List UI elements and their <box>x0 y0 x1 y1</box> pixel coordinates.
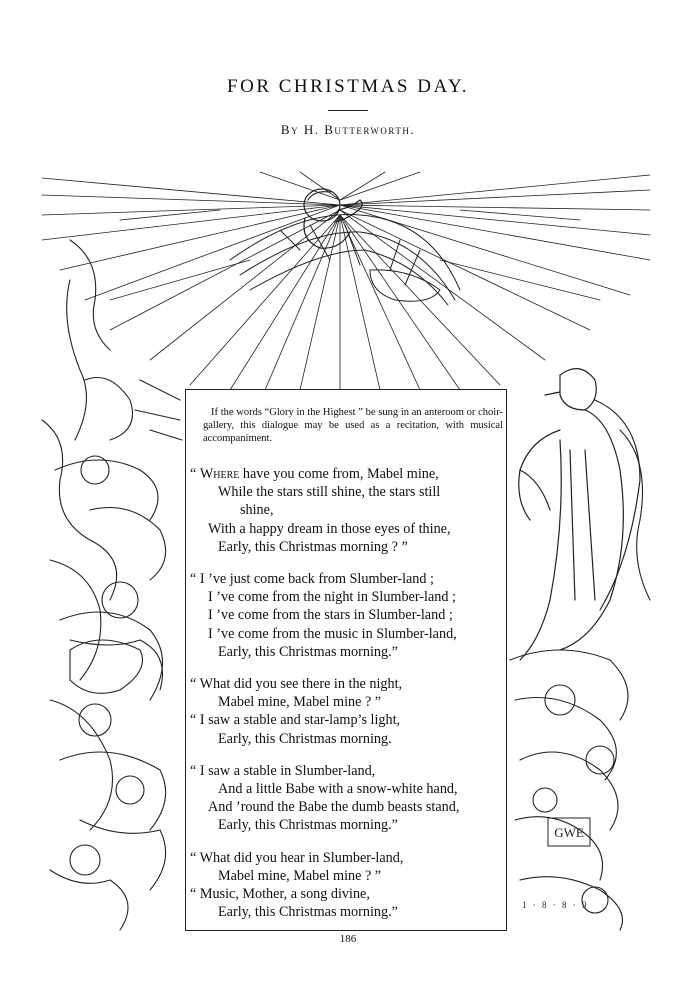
recitation-note: If the words “Glory in the Highest ” be sung in an anteroom or choir-gallery, this dialogue may be used as a recitation, with musical accompaniment. <box>203 407 503 444</box>
poem-line: “ I ’ve just come back from Slumber-land ; <box>190 571 434 588</box>
poem-line: “ What did you see there in the night, <box>190 676 403 693</box>
page-number: 186 <box>339 933 357 945</box>
open-quote: “ <box>190 466 200 482</box>
stanza-2 <box>188 570 500 661</box>
angel-figure <box>519 369 640 660</box>
poem-line: I ’ve come from the night in Slumber-land ; <box>208 589 456 606</box>
stanza-5 <box>188 849 500 922</box>
poem-line: “ I saw a stable in Slumber-land, <box>190 762 376 779</box>
monogram: GWE <box>554 825 584 840</box>
poem <box>188 465 500 935</box>
poem-line: Mabel mine, Mabel mine ? ” <box>218 694 382 711</box>
page-title: FOR CHRISTMAS DAY. <box>227 76 469 97</box>
poem-line: I ’ve come from the music in Slumber-land, <box>208 625 457 642</box>
date-mark: 1 · 8 · 8 · 9 <box>522 900 589 910</box>
poem-line: Early, this Christmas morning.” <box>218 817 398 834</box>
first-line-rest: have you come from, Mabel mine, <box>239 466 439 482</box>
poem-line: Early, this Christmas morning.” <box>218 643 398 660</box>
stanza-4 <box>188 762 500 835</box>
poem-line <box>188 465 500 483</box>
poem-line: “ I saw a stable and star-lamp’s light, <box>190 712 401 729</box>
poem-line: With a happy dream in those eyes of thine, <box>208 520 451 537</box>
manger-straw <box>230 215 460 305</box>
poem-line: shine, <box>240 502 274 519</box>
glory-rays <box>42 172 650 390</box>
poem-line: “ What did you hear in Slumber-land, <box>190 849 404 866</box>
poem-line: “ Music, Mother, a song divine, <box>190 886 370 903</box>
poem-line: Early, this Christmas morning. <box>218 730 392 747</box>
poem-line: I ’ve come from the stars in Slumber-land ; <box>208 607 453 624</box>
poem-line: Mabel mine, Mabel mine ? ” <box>218 867 382 884</box>
first-word: Where <box>199 466 240 482</box>
poem-line: While the stars still shine, the stars still <box>218 484 441 501</box>
left-foliage-ornament <box>42 240 182 930</box>
poem-line: And ’round the Babe the dumb beasts stand, <box>208 799 460 816</box>
stanza-3 <box>188 675 500 748</box>
poem-line: And a little Babe with a snow-white hand, <box>218 781 458 798</box>
byline: By H. Butterworth. <box>280 122 416 137</box>
poem-line: Early, this Christmas morning.” <box>218 904 398 921</box>
right-foliage-ornament <box>510 430 650 930</box>
stanza-1 <box>188 465 500 556</box>
poem-line: Early, this Christmas morning ? ” <box>218 538 408 555</box>
